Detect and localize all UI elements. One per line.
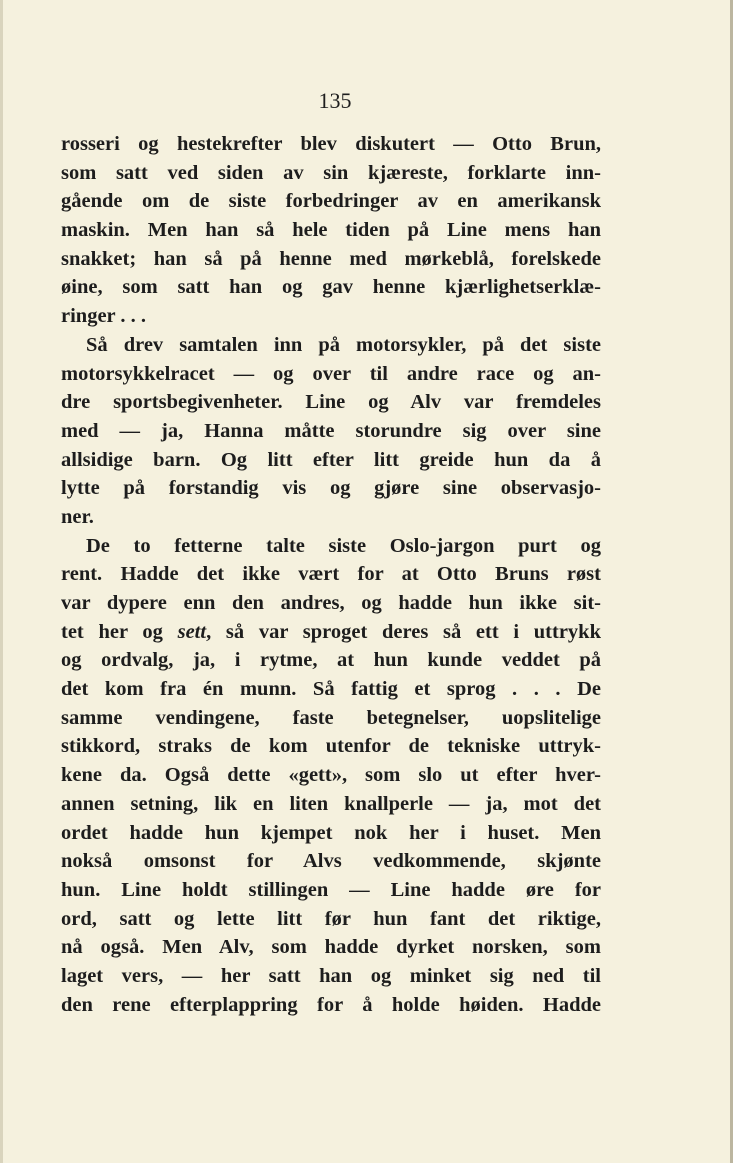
text-line: ord, satt og lette litt før hun fant det riktige,	[61, 907, 601, 930]
text-line: nå også. Men Alv, som hadde dyrket norsken, som	[61, 936, 601, 959]
text-line: hun. Line holdt stillingen — Line hadde øre for	[61, 878, 601, 901]
text-line: dre sportsbegivenheter. Line og Alv var fremdeles	[61, 391, 601, 414]
page-number: 135	[318, 88, 352, 113]
text-line: samme vendingene, faste betegnelser, uopslitelige	[61, 706, 601, 729]
text-line: nokså omsonst for Alvs vedkommende, skjønte	[61, 850, 601, 873]
text-line: motorsykkelracet — og over til andre race og an-	[61, 362, 601, 385]
text-line: kene da. Også dette «gett», som slo ut efter hver-	[61, 764, 601, 787]
text-line: annen setning, lik en liten knallperle — ja, mot det	[61, 792, 601, 815]
text-line: ordet hadde hun kjempet nok her i huset. Men	[61, 821, 601, 844]
text-line: allsidige barn. Og litt efter litt greide hun da å	[61, 448, 601, 471]
text-line: maskin. Men han så hele tiden på Line mens han	[61, 219, 601, 242]
text-line: gående om de siste forbedringer av en amerikansk	[61, 190, 601, 213]
text-line: stikkord, straks de kom utenfor de tekniske uttryk-	[61, 735, 601, 758]
text-line: øine, som satt han og gav henne kjærlighetserklæ-	[61, 276, 601, 299]
text-line: den rene efterplappring for å holde høiden. Hadde	[61, 993, 601, 1016]
text-line: rosseri og hestekrefter blev diskutert — Otto Brun,	[61, 133, 601, 155]
text-line: De to fetterne talte siste Oslo-jargon purt og	[86, 534, 601, 557]
text-line: som satt ved siden av sin kjæreste, forklarte inn-	[61, 161, 601, 184]
text-line: ringer . . .	[61, 305, 147, 328]
text-line: var dypere enn den andres, og hadde hun ikke sit-	[61, 592, 601, 614]
text-line: med — ja, Hanna måtte storundre sig over sine	[61, 419, 601, 442]
text-line: ner.	[61, 505, 94, 528]
text-line: laget vers, — her satt han og minket sig ned til	[61, 964, 601, 987]
text-line: rent. Hadde det ikke vært for at Otto Bruns røst	[61, 563, 601, 586]
page-left-edge	[0, 0, 3, 1163]
body-text	[61, 130, 601, 1019]
emphasis-word: sett	[177, 620, 207, 643]
text-line: og ordvalg, ja, i rytme, at hun kunde veddet på	[61, 649, 601, 672]
text-line: Så drev samtalen inn på motorsykler, på det siste	[86, 333, 601, 356]
text-line: tet her og sett, så var sproget deres så ett i uttrykk	[61, 620, 601, 643]
text-line: snakket; han så på henne med mørkeblå, forelskede	[61, 247, 601, 270]
text-line: det kom fra én munn. Så fattig et sprog . . . De	[61, 678, 601, 701]
text-line: lytte på forstandig vis og gjøre sine observasjo-	[61, 477, 601, 500]
